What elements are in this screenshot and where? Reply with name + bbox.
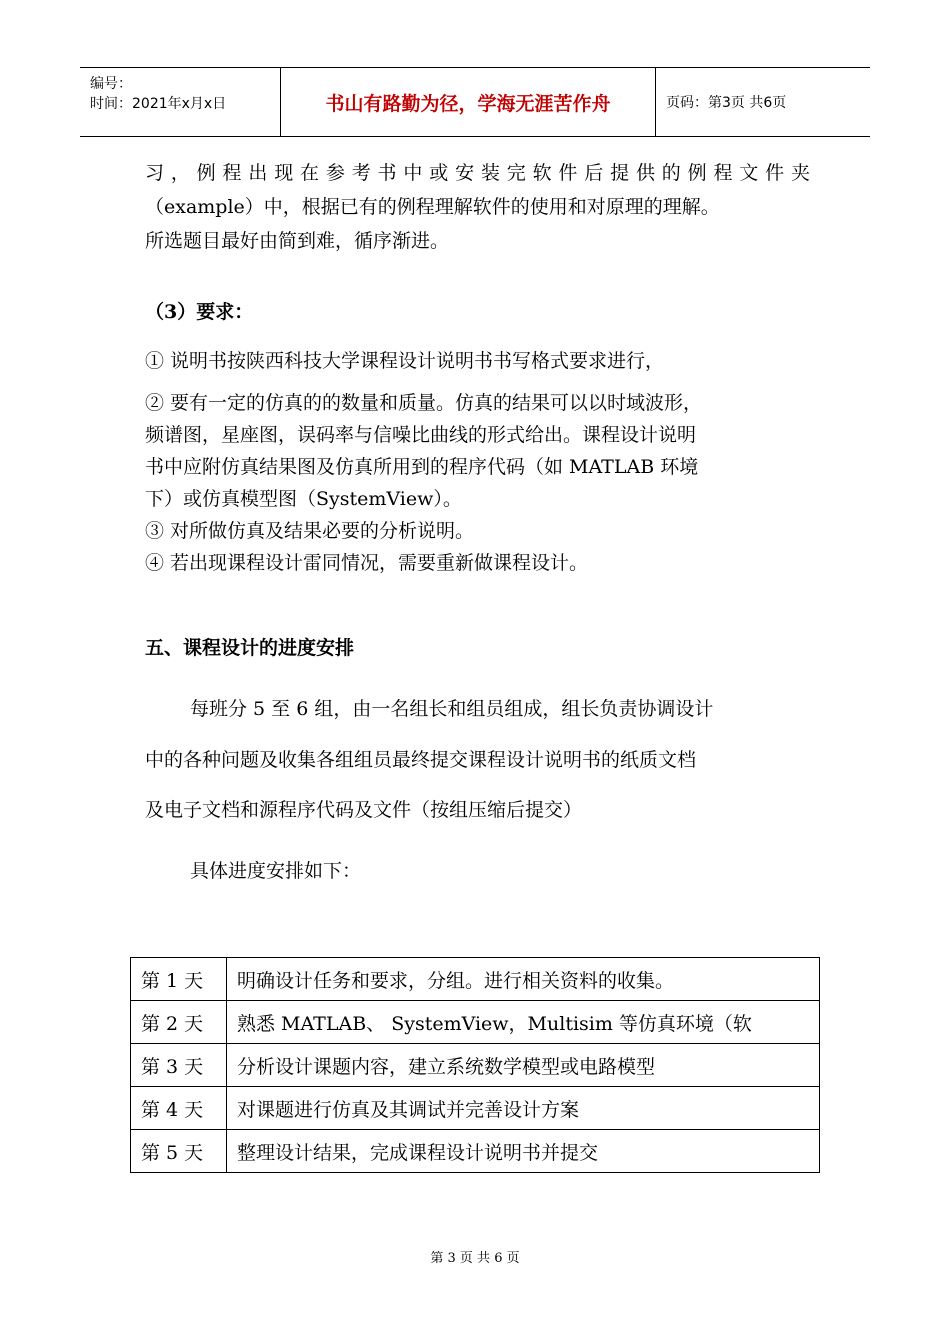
page-footer: 第 3 页 共 6 页 xyxy=(430,1251,520,1266)
requirement-item: ② 要有一定的仿真的的数量和质量。仿真的结果可以以时域波形， xyxy=(145,392,703,414)
requirements-heading: （3）要求： xyxy=(145,301,254,323)
table-cell-day: 第 3 天 xyxy=(131,1044,227,1087)
requirement-item: 频谱图，星座图，误码率与信噪比曲线的形式给出。课程设计说明 xyxy=(145,424,697,446)
requirement-item: ① 说明书按陕西科技大学课程设计说明书书写格式要求进行， xyxy=(145,350,665,372)
table-row xyxy=(131,1087,820,1130)
header-page-code: 页码：第3页 共6页 xyxy=(666,95,787,111)
table-row xyxy=(131,1130,820,1173)
paragraph-line: 习，例程出现在参考书中或安装完软件后提供的例程文件夹 xyxy=(145,162,810,184)
requirement-item: 书中应附仿真结果图及仿真所用到的程序代码（如 MATLAB 环境 xyxy=(145,456,699,478)
table-cell-day: 第 5 天 xyxy=(131,1130,227,1173)
header-meta xyxy=(80,68,280,136)
page-header xyxy=(80,67,870,137)
table-cell-task: 熟悉 MATLAB、 SystemView，Multisim 等仿真环境（软 xyxy=(227,1001,820,1044)
schedule-table xyxy=(130,957,820,1173)
table-cell-day: 第 4 天 xyxy=(131,1087,227,1130)
requirement-item: 下）或仿真模型图（SystemView）。 xyxy=(145,488,462,510)
requirement-item: ③ 对所做仿真及结果必要的分析说明。 xyxy=(145,520,475,542)
paragraph-line: （example）中，根据已有的例程理解软件的使用和对原理的理解。 xyxy=(145,196,720,218)
requirement-item: ④ 若出现课程设计雷同情况，需要重新做课程设计。 xyxy=(145,552,589,574)
table-row xyxy=(131,1044,820,1087)
table-cell-task: 分析设计课题内容，建立系统数学模型或电路模型 xyxy=(227,1044,820,1087)
table-row xyxy=(131,958,820,1001)
table-cell-task: 整理设计结果，完成课程设计说明书并提交 xyxy=(227,1130,820,1173)
paragraph-line: 每班分 5 至 6 组，由一名组长和组员组成，组长负责协调设计 xyxy=(190,698,714,720)
table-row xyxy=(131,1001,820,1044)
paragraph-line: 中的各种问题及收集各组组员最终提交课程设计说明书的纸质文档 xyxy=(145,749,697,771)
table-cell-day: 第 1 天 xyxy=(131,958,227,1001)
header-time-label: 时间：2021年x月x日 xyxy=(90,96,227,112)
paragraph-line: 所选题目最好由简到难，循序渐进。 xyxy=(145,230,450,252)
header-motto: 书山有路勤为径，学海无涯苦作舟 xyxy=(280,68,656,136)
table-cell-day: 第 2 天 xyxy=(131,1001,227,1044)
header-number-label: 编号： xyxy=(90,76,132,92)
paragraph-line: 具体进度安排如下： xyxy=(190,860,362,882)
table-cell-task: 对课题进行仿真及其调试并完善设计方案 xyxy=(227,1087,820,1130)
section-heading: 五、课程设计的进度安排 xyxy=(145,637,355,659)
paragraph-line: 及电子文档和源程序代码及文件（按组压缩后提交） xyxy=(145,799,583,821)
table-cell-task: 明确设计任务和要求，分组。进行相关资料的收集。 xyxy=(227,958,820,1001)
